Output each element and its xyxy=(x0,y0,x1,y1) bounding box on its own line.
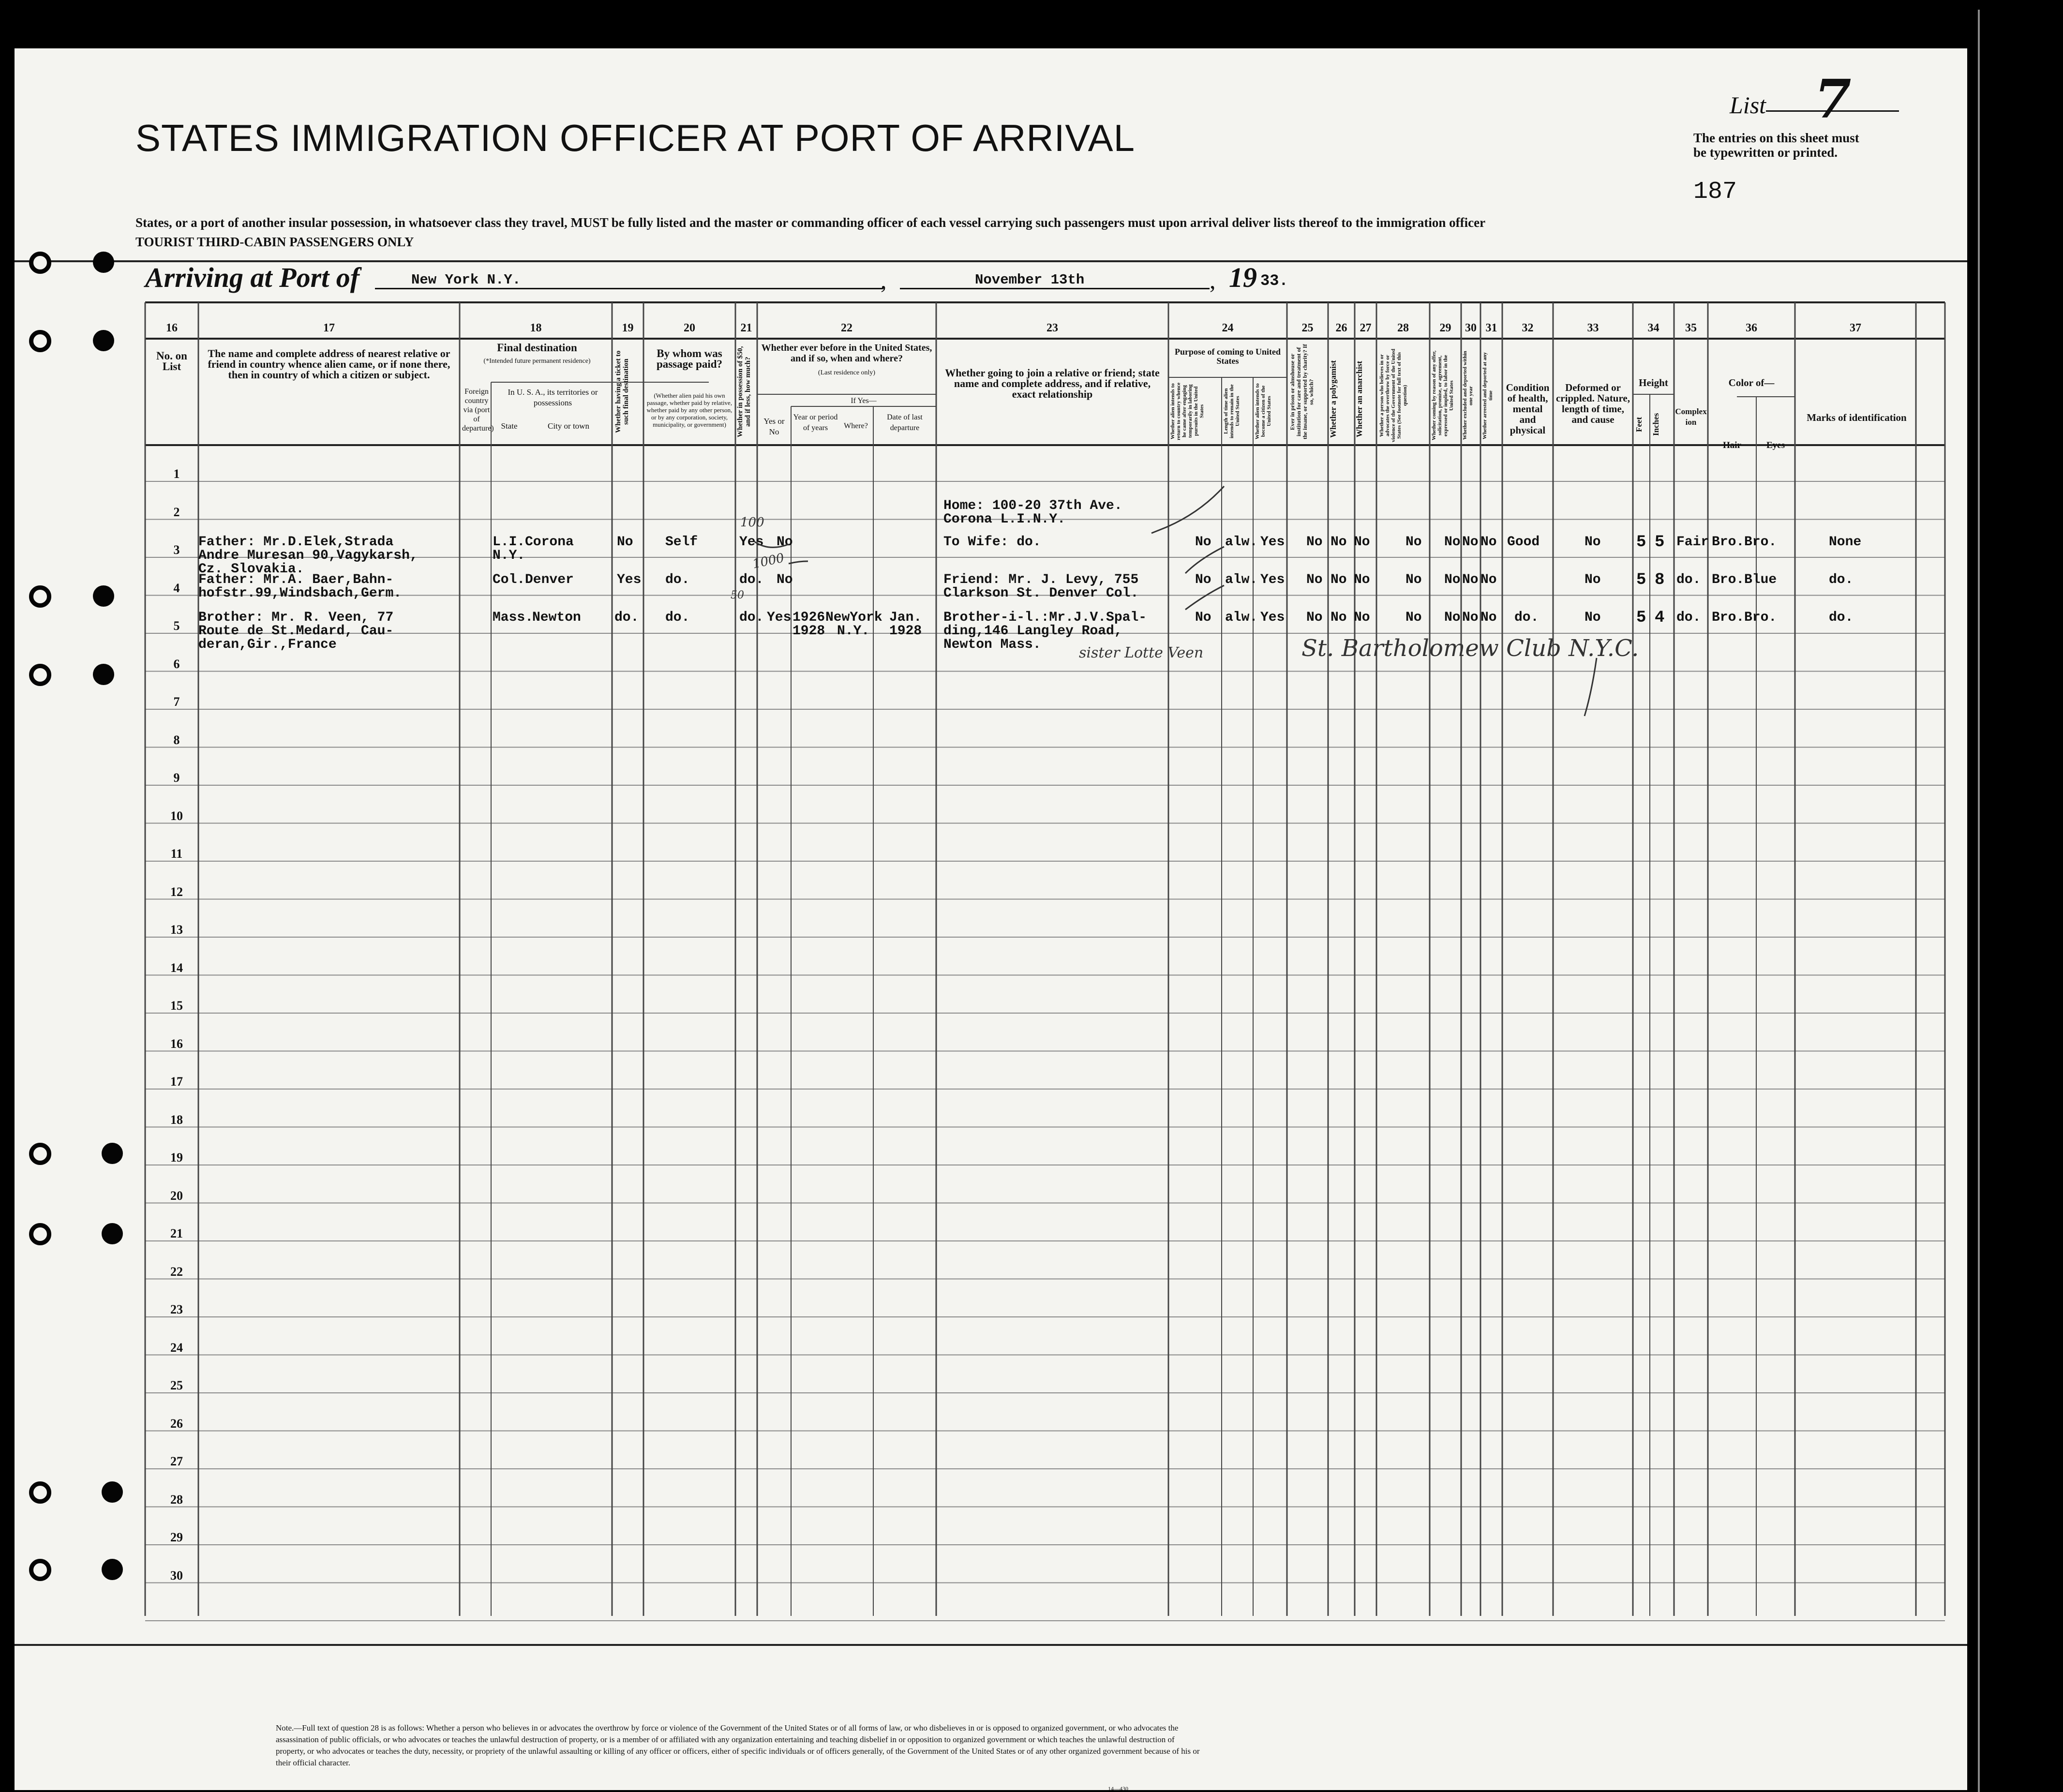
header-passage-paid: By whom was passage paid? xyxy=(656,347,723,370)
header-yes-no: Yes or No xyxy=(763,417,785,436)
entry3-length: alw. xyxy=(1225,610,1258,625)
header-labor-offer: Whether coming by reason of any offer, solicitation, promise, or agreement, expressed or implied, to labor in the United States xyxy=(1431,350,1454,441)
colnum-30: 30 xyxy=(1465,322,1477,334)
colnum-23: 23 xyxy=(1046,322,1058,334)
colnum-22: 22 xyxy=(841,322,852,334)
entry2-deformed: No xyxy=(1585,572,1601,587)
entry1-prison: No xyxy=(1306,535,1323,550)
entry1-c31: No xyxy=(1480,535,1497,550)
binder-hole xyxy=(29,585,51,608)
entry3-relative-line1: Brother: Mr. R. Veen, 77 xyxy=(198,610,394,625)
entry2-c30: No xyxy=(1462,572,1479,587)
row-number: 26 xyxy=(170,1416,183,1431)
entry1-before: No xyxy=(777,535,793,550)
header-last-residence: (Last residence only) xyxy=(818,369,876,376)
row-number: 6 xyxy=(173,657,180,671)
header-final-destination: Final destination xyxy=(497,342,577,354)
colnum-18: 18 xyxy=(530,322,542,334)
header-foreign-country: Foreign country via (port of departure) xyxy=(462,388,494,433)
port-value: New York N.Y. xyxy=(411,272,521,288)
entry1-paid-by: Self xyxy=(665,535,698,550)
entry3-depart-line1: Jan. xyxy=(889,610,922,625)
row-number: 24 xyxy=(170,1340,183,1355)
row-number: 7 xyxy=(173,695,180,709)
header-passage-paid-note: (Whether alien paid his own passage, whether paid by relative, whether paid by any other person, or by any corporation, society, municipality, or government) xyxy=(646,392,733,428)
entry1-c28: No xyxy=(1405,535,1422,550)
row-number: 2 xyxy=(173,505,180,519)
entry1-city: Corona xyxy=(525,535,574,550)
header-prison: Ever in prison or almshouse or institution for care and treatment of the insane, or supported by charity? If so, which? xyxy=(1289,344,1315,440)
header-complexion: Complexion xyxy=(1675,407,1707,427)
handwritten-club-note: St. Bartholomew Club N.Y.C. xyxy=(1301,635,1639,662)
entry2-marks: do. xyxy=(1829,572,1854,587)
entry3-eyes: Bro. xyxy=(1744,610,1777,625)
colnum-27: 27 xyxy=(1360,322,1372,334)
entry1-hair: Bro. xyxy=(1712,535,1745,550)
header-become-citizen: Whether alien intends to become a citizen of the United States xyxy=(1255,383,1272,439)
entry2-join-line1: Friend: Mr. J. Levy, 755 xyxy=(943,572,1139,587)
entry3-c30: No xyxy=(1462,610,1479,625)
entry3-citizen: Yes xyxy=(1260,610,1285,625)
header-marks: Marks of identification xyxy=(1807,412,1907,423)
entry2-return: No xyxy=(1195,572,1211,587)
header-money: Whether in possession of $50, and if less, how much? xyxy=(736,346,752,438)
header-length-stay: Length of time alien intends to remain in the United States xyxy=(1223,384,1241,438)
entry3-join-line1: Brother-i-l.:Mr.J.V.Spal- xyxy=(943,610,1147,625)
entry1-c30: No xyxy=(1462,535,1479,550)
row-number: 3 xyxy=(173,543,180,557)
entry1-feet: 5 xyxy=(1636,533,1646,552)
row-number: 5 xyxy=(173,619,180,633)
checkmark-2 xyxy=(1185,547,1224,573)
entry1-relative-line3: Cz. Slovakia. xyxy=(198,562,304,577)
colnum-17: 17 xyxy=(323,322,335,334)
handwritten-marks xyxy=(15,48,1967,1790)
colnum-25: 25 xyxy=(1301,322,1314,334)
header-final-destination-note: (*Intended future permanent residence) xyxy=(483,358,591,365)
entry2-citizen: Yes xyxy=(1260,572,1285,587)
row-number: 28 xyxy=(170,1492,183,1507)
entry1-state2: N.Y. xyxy=(493,548,525,563)
row-number: 27 xyxy=(170,1454,183,1468)
colnum-31: 31 xyxy=(1485,322,1497,334)
page-title: STATES IMMIGRATION OFFICER AT PORT OF ARRIVAL xyxy=(135,117,1136,159)
instruction-line1: The entries on this sheet must xyxy=(1693,131,1859,145)
binder-hole xyxy=(102,1143,123,1164)
entry3-relative-line2: Route de St.Medard, Cau- xyxy=(198,624,394,639)
arriving-label: Arriving at Port of xyxy=(145,262,360,293)
entry2-before: No xyxy=(777,572,793,587)
colnum-16: 16 xyxy=(166,322,178,334)
subtitle-line2: TOURIST THIRD-CABIN PASSENGERS ONLY xyxy=(135,235,414,249)
entry3-paid-by: do. xyxy=(665,610,690,625)
footnote: Note.—Full text of question 28 is as follows: Whether a person who believes in or advocates the overthrow by force or violence of the Government of the United States or of all forms of law, or who disbelieves in or is opposed to organized government, or who advocates the assassination of public officials, or who advocates or teaches the unlawful destruction of property, or is a member of or affiliated with any organization entertaining and teaching disbelief in or opposition to organized government or which teaches the unlawful destruction of property, or who advocates or teaches the duty, necessity, or propriety of the unlawful assaulting or killing of any officer or officers, either of specific individuals or of officers generally, of the Government of the United States or of any other organized government because of his or their official character. xyxy=(276,1723,1200,1767)
entry2-ticket: Yes xyxy=(617,572,642,587)
entry2-length: alw. xyxy=(1225,572,1258,587)
entry2-inches: 8 xyxy=(1655,571,1665,589)
entry3-relative-line3: deran,Gir.,France xyxy=(198,637,337,652)
instruction-line2: be typewritten or printed. xyxy=(1693,145,1838,160)
colnum-19: 19 xyxy=(622,322,634,334)
entry3-feet: 5 xyxy=(1636,609,1646,627)
entry1-length: alw. xyxy=(1225,535,1258,550)
entry2-polygamist: No xyxy=(1330,572,1347,587)
row-number: 21 xyxy=(170,1226,183,1240)
header-ticket: Whether having a ticket to such final destination xyxy=(614,350,630,433)
binder-hole xyxy=(102,1481,123,1503)
header-overthrow: Whether a person who believes in or advocates the overthrow by force or violence of the Government of the United States (See footnote for full text of this question) xyxy=(1379,348,1408,443)
header-hair: Hair xyxy=(1723,440,1741,450)
colnum-35: 35 xyxy=(1685,322,1697,334)
header-return-intent: Whether alien intends to return to country whence he came after engaging temporarily in laboring pursuits in the United States xyxy=(1170,382,1205,440)
header-health: Condition of health, mental and physical xyxy=(1506,382,1550,436)
binder-hole xyxy=(93,252,114,273)
entry3-c29: No xyxy=(1444,610,1461,625)
binder-hole xyxy=(102,1559,123,1580)
entry3-c28: No xyxy=(1405,610,1422,625)
entry3-depart-line2: 1928 xyxy=(889,624,922,639)
colnum-21: 21 xyxy=(740,322,752,334)
entry2-money: do. xyxy=(739,572,764,587)
binder-hole xyxy=(102,1223,123,1244)
header-polygamist: Whether a polygamist xyxy=(1329,360,1338,438)
binder-hole xyxy=(29,1559,51,1581)
entry3-polygamist: No xyxy=(1330,610,1347,625)
subtitle-line1: States, or a port of another insular possession, in whatsoever class they travel, MUST be fully listed and the master or commanding officer of each vessel carrying such passengers must upon arrival deliver lists thereof to the immigration officer xyxy=(135,215,1486,230)
entry1-polygamist: No xyxy=(1330,535,1347,550)
entry3-hair: Bro. xyxy=(1712,610,1745,625)
entry3-prison: No xyxy=(1306,610,1323,625)
entry3-join-handwritten: sister Lotte Veen xyxy=(1079,644,1204,661)
header-arrested: Whether arrested and deported at any time xyxy=(1482,352,1494,439)
binder-hole xyxy=(29,252,51,274)
row-number: 23 xyxy=(170,1302,183,1316)
entry3-money: do. xyxy=(739,610,764,625)
header-excluded: Whether excluded and deported within one year xyxy=(1462,351,1474,440)
colnum-36: 36 xyxy=(1746,322,1757,334)
entry3-health: do. xyxy=(1514,610,1539,625)
entry1-complexion: Fair xyxy=(1676,535,1709,550)
row-number: 20 xyxy=(170,1188,183,1203)
colnum-28: 28 xyxy=(1397,322,1409,334)
header-no-on-list: No. on List xyxy=(156,350,187,373)
entry1-ticket: No xyxy=(617,535,633,550)
colnum-29: 29 xyxy=(1439,322,1451,334)
checkmark-1 xyxy=(1151,486,1224,533)
entry1-join-pre1: Home: 100-20 37th Ave. xyxy=(943,498,1122,513)
entry3-complexion: do. xyxy=(1676,610,1701,625)
list-label: List xyxy=(1730,91,1766,119)
entry1-deformed: No xyxy=(1585,535,1601,550)
entry1-join-pre2: Corona L.I.N.Y. xyxy=(943,512,1066,527)
entry3-anarchist: No xyxy=(1354,610,1370,625)
entry2-prison: No xyxy=(1306,572,1323,587)
entry1-join: To Wife: do. xyxy=(943,535,1041,550)
header-color: Color of— xyxy=(1728,377,1775,388)
row-number: 15 xyxy=(170,999,183,1013)
entry3-ticket: do. xyxy=(614,610,639,625)
row-number: 30 xyxy=(170,1568,183,1583)
header-ever-before: Whether ever before in the United States, and if so, when and where? xyxy=(761,343,932,364)
entry1-anarchist: No xyxy=(1354,535,1370,550)
entry2-paid-by: do. xyxy=(665,572,690,587)
row-number: 16 xyxy=(170,1036,183,1051)
row-number: 29 xyxy=(170,1530,183,1544)
entry1-relative-line2: Andre Muresan 90,Vagykarsh, xyxy=(198,548,418,563)
entry3-deformed: No xyxy=(1585,610,1601,625)
entry1-money-handwritten: 100 xyxy=(740,515,764,530)
entry3-before: Yes xyxy=(767,610,792,625)
row-number: 9 xyxy=(173,771,180,785)
entry1-state: L.I. xyxy=(493,535,525,550)
date-value: November 13th xyxy=(975,272,1085,288)
binder-hole xyxy=(93,330,114,351)
binder-hole xyxy=(29,330,51,352)
entry2-state: Col. xyxy=(493,572,525,587)
entry1-return: No xyxy=(1195,535,1211,550)
entry2-complexion: do. xyxy=(1676,572,1701,587)
note-tail xyxy=(1585,658,1597,716)
entry3-city: Newton xyxy=(532,610,581,625)
entry2-relative-line2: hofstr.99,Windsbach,Germ. xyxy=(198,586,402,601)
entry3-state: Mass. xyxy=(493,610,534,625)
entry3-period-line2: 1928 xyxy=(792,624,825,639)
colnum-32: 32 xyxy=(1522,322,1534,334)
row-number: 19 xyxy=(170,1150,183,1165)
entry3-join-line2: ding,146 Langley Road, xyxy=(943,624,1122,639)
header-anarchist: Whether an anarchist xyxy=(1355,360,1364,438)
header-state: State xyxy=(501,421,518,431)
manifest-sheet: STATES IMMIGRATION OFFICER AT PORT OF ARRIVAL States, or a port of another insular possession, in whatsoever class they travel, MUST be fully listed and the master or commanding officer of each vessel carrying such passengers must upon arrival deliver lists thereof to the immigration officer TOURIST THIRD-CABIN PASSENGERS ONLY List 7 The entries on this sheet must be typewritten or printed. 187 Arriving at Port of New York N.Y. , November 13th , 19 33. 16 17 18 19 20 21 22 23 24 25 26 27 28 29 30 31 32 33 34 35 36 37 No. on List The name and complete address of nearest relative or friend in country whence alien came, or if none there, then in country of which a citizen or subject. Final destination (*Intended future permanent residence) Foreign country via (port of departure) In U. S. A., its territories or possessions State City or town Whether having a ticket to such final destination By whom was passage paid? (Whether alien paid his own passage, whether paid by relative, whether paid by any other person, or by any corporation, society, municipality, or government) Whether in possession of $50, and if less, how much? Whether ever before in the United States, and if so, when and where? (Last residence only) If Yes— Yes or No Year or period of years Where? Date of last departure Whether going to join a relative or friend; state name and complete address, and if relative, exact relationship Purpose of coming to United States Whether alien intends to return to country whence he came after engaging temporarily in laboring pursuits in the United States Length of time alien intends to remain in the United States Whether alien intends to become a citizen of the United States Ever in prison or almshouse or institution for care and treatment of the insane, or supported by charity? If so, which? Whether a polygamist Whether an anarchist Whether a person who believes in or advocates the overthrow by force or violence of the Government of the United States (See footnote for full text of this question) Whether coming by reason of any offer, solicitation, promise, or agreement, expressed or implied, to labor in the United States Whether excluded and deported within one year Whether arrested and deported at any time Condition of health, mental and physical Deformed or crippled. Nature, length of time, and cause Height Feet Inches Complexion Color of— Hair Eyes Marks of identification 1 2 3 4 5 6 7 8 9 10 11 12 13 14 15 16 17 18 19 20 21 22 23 24 25 26 27 28 29 30 Home: 100-20 37th Ave. Corona L.I.N.Y. Father: Mr.D.Elek,Strada Andre Muresan 90,Vagykarsh, Cz. Slovakia. L.I. N.Y. Corona No Self Yes 100 No To Wife: do. No alw. Yes No No No No No No No Good No 5 5 Fair Bro. Bro. None Father: Mr.A. Baer,Bahn- hofstr.99,Windsbach,Germ. Col. Denver Yes do. do. 1000 No Friend: Mr. J. Levy, 755 Clarkson St. Denver Col. No alw. Yes No No No No No No No No 5 8 do. Bro. Blue do. Brother: Mr. R. Veen, 77 Route de St.Medard, Cau- deran,Gir.,France Mass. Newton do. do. do. 50 Yes 1926 1928 NewYork N.Y. Jan. 1928 Brother-i-l.:Mr.J.V.Spal- ding,146 Langley Road, Newton Mass. sister Lotte Veen No alw. Yes No No No No No No No do. No 5 4 do. Bro. Bro. do. St. Bartholomew Club N.Y.C. Note.—Full text of question 28 is as follows: Whether a person who believes in or advocates the overthrow by force or violence of the Government of the United States or of all forms of law, or who disbelieves in or is opposed to organized government, or who advocates the assassination of public officials, or who advocates or teaches the unlawful destruction of property, or is a member of or affiliated with any organization entertaining and teaching disbelief in or opposition to organized government or which teaches the unlawful destruction of property, or who advocates or teaches the duty, necessity, or propriety of the unlawful assaulting or killing of any officer or officers, either of specific individuals or of officers generally, of the Government of the United States or of any other organized government because of his or their official character. 14—430 xyxy=(15,48,1967,1790)
list-number-handwritten: 7 xyxy=(1814,68,1852,130)
entry1-marks: None xyxy=(1829,535,1862,550)
colnum-37: 37 xyxy=(1850,322,1861,334)
header-city: City or town xyxy=(548,421,589,431)
entry2-join-line2: Clarkson St. Denver Col. xyxy=(943,586,1139,601)
entry1-eyes: Bro. xyxy=(1744,535,1777,550)
row-number: 4 xyxy=(173,581,180,595)
entry2-anarchist: No xyxy=(1354,572,1370,587)
year-suffix: 33. xyxy=(1260,272,1288,290)
entry3-money-handwritten: 50 xyxy=(731,589,744,601)
colnum-26: 26 xyxy=(1335,322,1347,334)
entry1-health: Good xyxy=(1507,535,1540,550)
entry2-relative-line1: Father: Mr.A. Baer,Bahn- xyxy=(198,572,394,587)
entry2-hair: Bro. xyxy=(1712,572,1745,587)
entry1-c29: No xyxy=(1444,535,1461,550)
row-number: 1 xyxy=(173,467,180,481)
entry2-eyes: Blue xyxy=(1744,572,1777,587)
row-number: 17 xyxy=(170,1075,183,1089)
header-if-yes: If Yes— xyxy=(851,397,877,405)
row-number: 18 xyxy=(170,1112,183,1127)
binder-hole xyxy=(29,1143,51,1165)
binder-hole xyxy=(29,1481,51,1504)
header-in-usa: In U. S. A., its territories or possessions xyxy=(508,388,598,407)
checkmark-3 xyxy=(1185,585,1224,610)
entry3-marks: do. xyxy=(1829,610,1854,625)
right-edge-shadow xyxy=(1967,10,2063,1792)
entry1-money: Yes xyxy=(739,535,764,550)
row-number: 14 xyxy=(170,960,183,975)
entry2-city: Denver xyxy=(525,572,574,587)
colnum-24: 24 xyxy=(1222,322,1234,334)
entry3-join-line3: Newton Mass. xyxy=(943,637,1041,652)
binder-hole xyxy=(29,1223,51,1245)
entry3-period-line1: 1926 xyxy=(792,610,825,625)
binder-hole xyxy=(93,664,114,685)
header-inches: Inches xyxy=(1651,413,1660,436)
entry3-inches: 4 xyxy=(1655,609,1665,627)
binder-hole xyxy=(29,664,51,686)
header-relative: The name and complete address of nearest relative or friend in country whence alien came, or if none there, then in country of which a citizen or subject. xyxy=(208,347,450,381)
entry1-relative-line1: Father: Mr.D.Elek,Strada xyxy=(198,535,394,550)
header-period: Year or period of years xyxy=(793,413,838,432)
binder-hole xyxy=(93,585,114,607)
entry1-inches: 5 xyxy=(1655,533,1665,552)
entry2-money-handwritten: 1000 xyxy=(751,551,786,572)
entry3-return: No xyxy=(1195,610,1211,625)
page-number: 187 xyxy=(1693,178,1737,206)
year-prefix: 19 xyxy=(1229,262,1257,293)
row-number: 25 xyxy=(170,1378,183,1392)
entry3-where-line1: NewYork xyxy=(825,610,882,625)
header-deformed: Deformed or crippled. Nature, length of time, and cause xyxy=(1555,382,1630,425)
entry2-feet: 5 xyxy=(1636,571,1646,589)
entry2-c31: No xyxy=(1480,572,1497,587)
entry2-c29: No xyxy=(1444,572,1461,587)
header-purpose: Purpose of coming to United States xyxy=(1175,347,1281,366)
header-where: Where? xyxy=(844,422,868,430)
colnum-33: 33 xyxy=(1587,322,1599,334)
row-number: 12 xyxy=(170,884,183,899)
row-number: 10 xyxy=(170,808,183,823)
entry2-c28: No xyxy=(1405,572,1422,587)
header-last-departure: Date of last departure xyxy=(887,413,923,432)
header-height: Height xyxy=(1639,377,1668,388)
header-eyes: Eyes xyxy=(1766,440,1785,450)
row-number: 22 xyxy=(170,1264,183,1279)
entry3-c31: No xyxy=(1480,610,1497,625)
header-feet: Feet xyxy=(1634,417,1644,433)
colnum-20: 20 xyxy=(684,322,695,334)
row-number: 11 xyxy=(170,847,183,861)
money-stroke-1 xyxy=(755,542,789,547)
form-number: 14—430 xyxy=(1108,1785,1128,1790)
header-join-relative: Whether going to join a relative or friend; state name and complete address, and if relative, exact relationship xyxy=(945,367,1160,400)
colnum-34: 34 xyxy=(1647,322,1659,334)
money-stroke-2 xyxy=(789,561,808,564)
entry1-citizen: Yes xyxy=(1260,535,1285,550)
entry3-where-line2: N.Y. xyxy=(837,624,870,639)
row-number: 13 xyxy=(170,923,183,937)
row-number: 8 xyxy=(173,732,180,747)
